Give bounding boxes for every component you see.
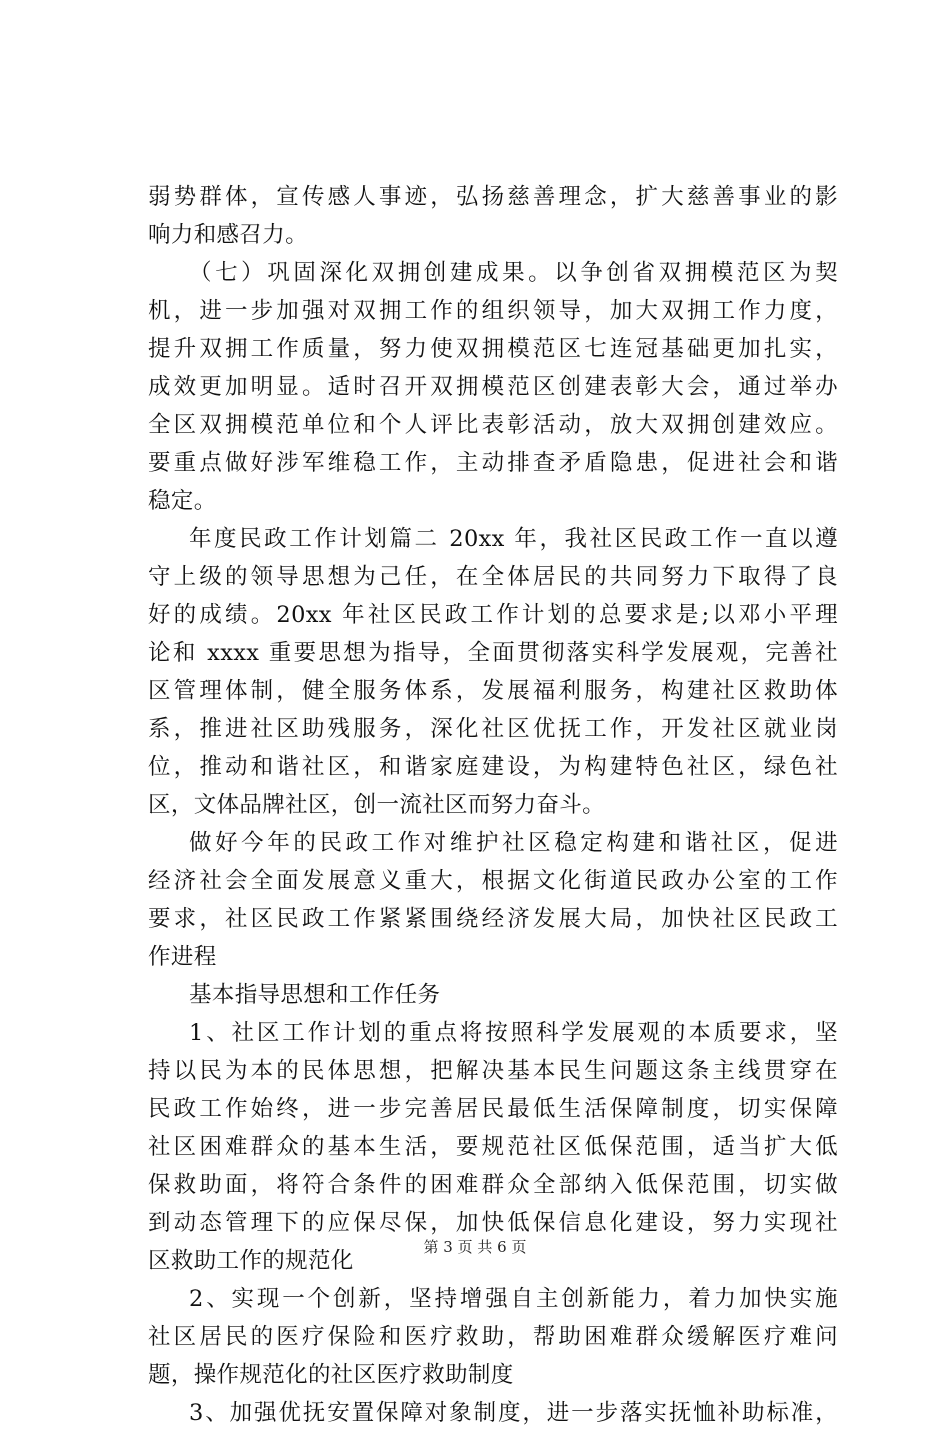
text-line: 成效更加明显。适时召开双拥模范区创建表彰大会，通过举办 [148,374,838,400]
page-number-footer: 第 3 页 共 6 页 [423,1238,527,1256]
text-line: 保救助面，将符合条件的困难群众全部纳入低保范围，切实做 [148,1172,838,1198]
paragraph-first-line: 年度民政工作计划篇二 20xx 年，我社区民政工作一直以遵 [189,526,838,552]
text-line: 区管理体制，健全服务体系，发展福利服务，构建社区救助体 [148,678,838,704]
text-line: 守上级的领导思想为己任，在全体居民的共同努力下取得了良 [148,564,838,590]
text-line: 论和 xxxx 重要思想为指导，全面贯彻落实科学发展观，完善社 [148,640,838,666]
text-line: 要求，社区民政工作紧紧围绕经济发展大局，加快社区民政工 [148,906,838,932]
text-line: 作进程 [148,944,217,970]
text-line: 经济社会全面发展意义重大，根据文化街道民政办公室的工作 [148,868,838,894]
paragraph-first-line: （七）巩固深化双拥创建成果。以争创省双拥模范区为契 [189,260,838,286]
text-line: 持以民为本的民体思想，把解决基本民生问题这条主线贯穿在 [148,1058,838,1084]
paragraph-first-line: 做好今年的民政工作对维护社区稳定构建和谐社区，促进 [189,830,838,856]
text-line: 系，推进社区助残服务，深化社区优抚工作，开发社区就业岗 [148,716,838,742]
text-line: 好的成绩。20xx 年社区民政工作计划的总要求是;以邓小平理 [148,602,838,628]
text-line: 民政工作始终，进一步完善居民最低生活保障制度，切实保障 [148,1096,838,1122]
paragraph-first-line: 3、加强优抚安置保障对象制度，进一步落实抚恤补助标准， [189,1400,838,1426]
paragraph-first-line: 2、实现一个创新，坚持增强自主创新能力，着力加快实施 [189,1286,838,1312]
text-line: 弱势群体，宣传感人事迹，弘扬慈善理念，扩大慈善事业的影 [148,184,838,210]
text-line: 要重点做好涉军维稳工作，主动排查矛盾隐患，促进社会和谐 [148,450,838,476]
text-line: 到动态管理下的应保尽保，加快低保信息化建设，努力实现社 [148,1210,838,1236]
section-heading: 基本指导思想和工作任务 [189,982,441,1008]
text-line: 区救助工作的规范化 [148,1248,354,1274]
text-line: 响力和感召力。 [148,222,308,248]
text-line: 社区居民的医疗保险和医疗救助，帮助困难群众缓解医疗难问 [148,1324,838,1350]
text-line: 提升双拥工作质量，努力使双拥模范区七连冠基础更加扎实， [148,336,838,362]
text-line: 稳定。 [148,488,217,514]
paragraph-first-line: 1、社区工作计划的重点将按照科学发展观的本质要求，坚 [189,1020,838,1046]
text-line: 区，文体品牌社区，创一流社区而努力奋斗。 [148,792,606,818]
text-line: 位，推动和谐社区，和谐家庭建设，为构建特色社区，绿色社 [148,754,838,780]
text-line: 社区困难群众的基本生活，要规范社区低保范围，适当扩大低 [148,1134,838,1160]
text-line: 机，进一步加强对双拥工作的组织领导，加大双拥工作力度， [148,298,838,324]
text-line: 题，操作规范化的社区医疗救助制度 [148,1362,514,1388]
text-line: 全区双拥模范单位和个人评比表彰活动，放大双拥创建效应。 [148,412,838,438]
